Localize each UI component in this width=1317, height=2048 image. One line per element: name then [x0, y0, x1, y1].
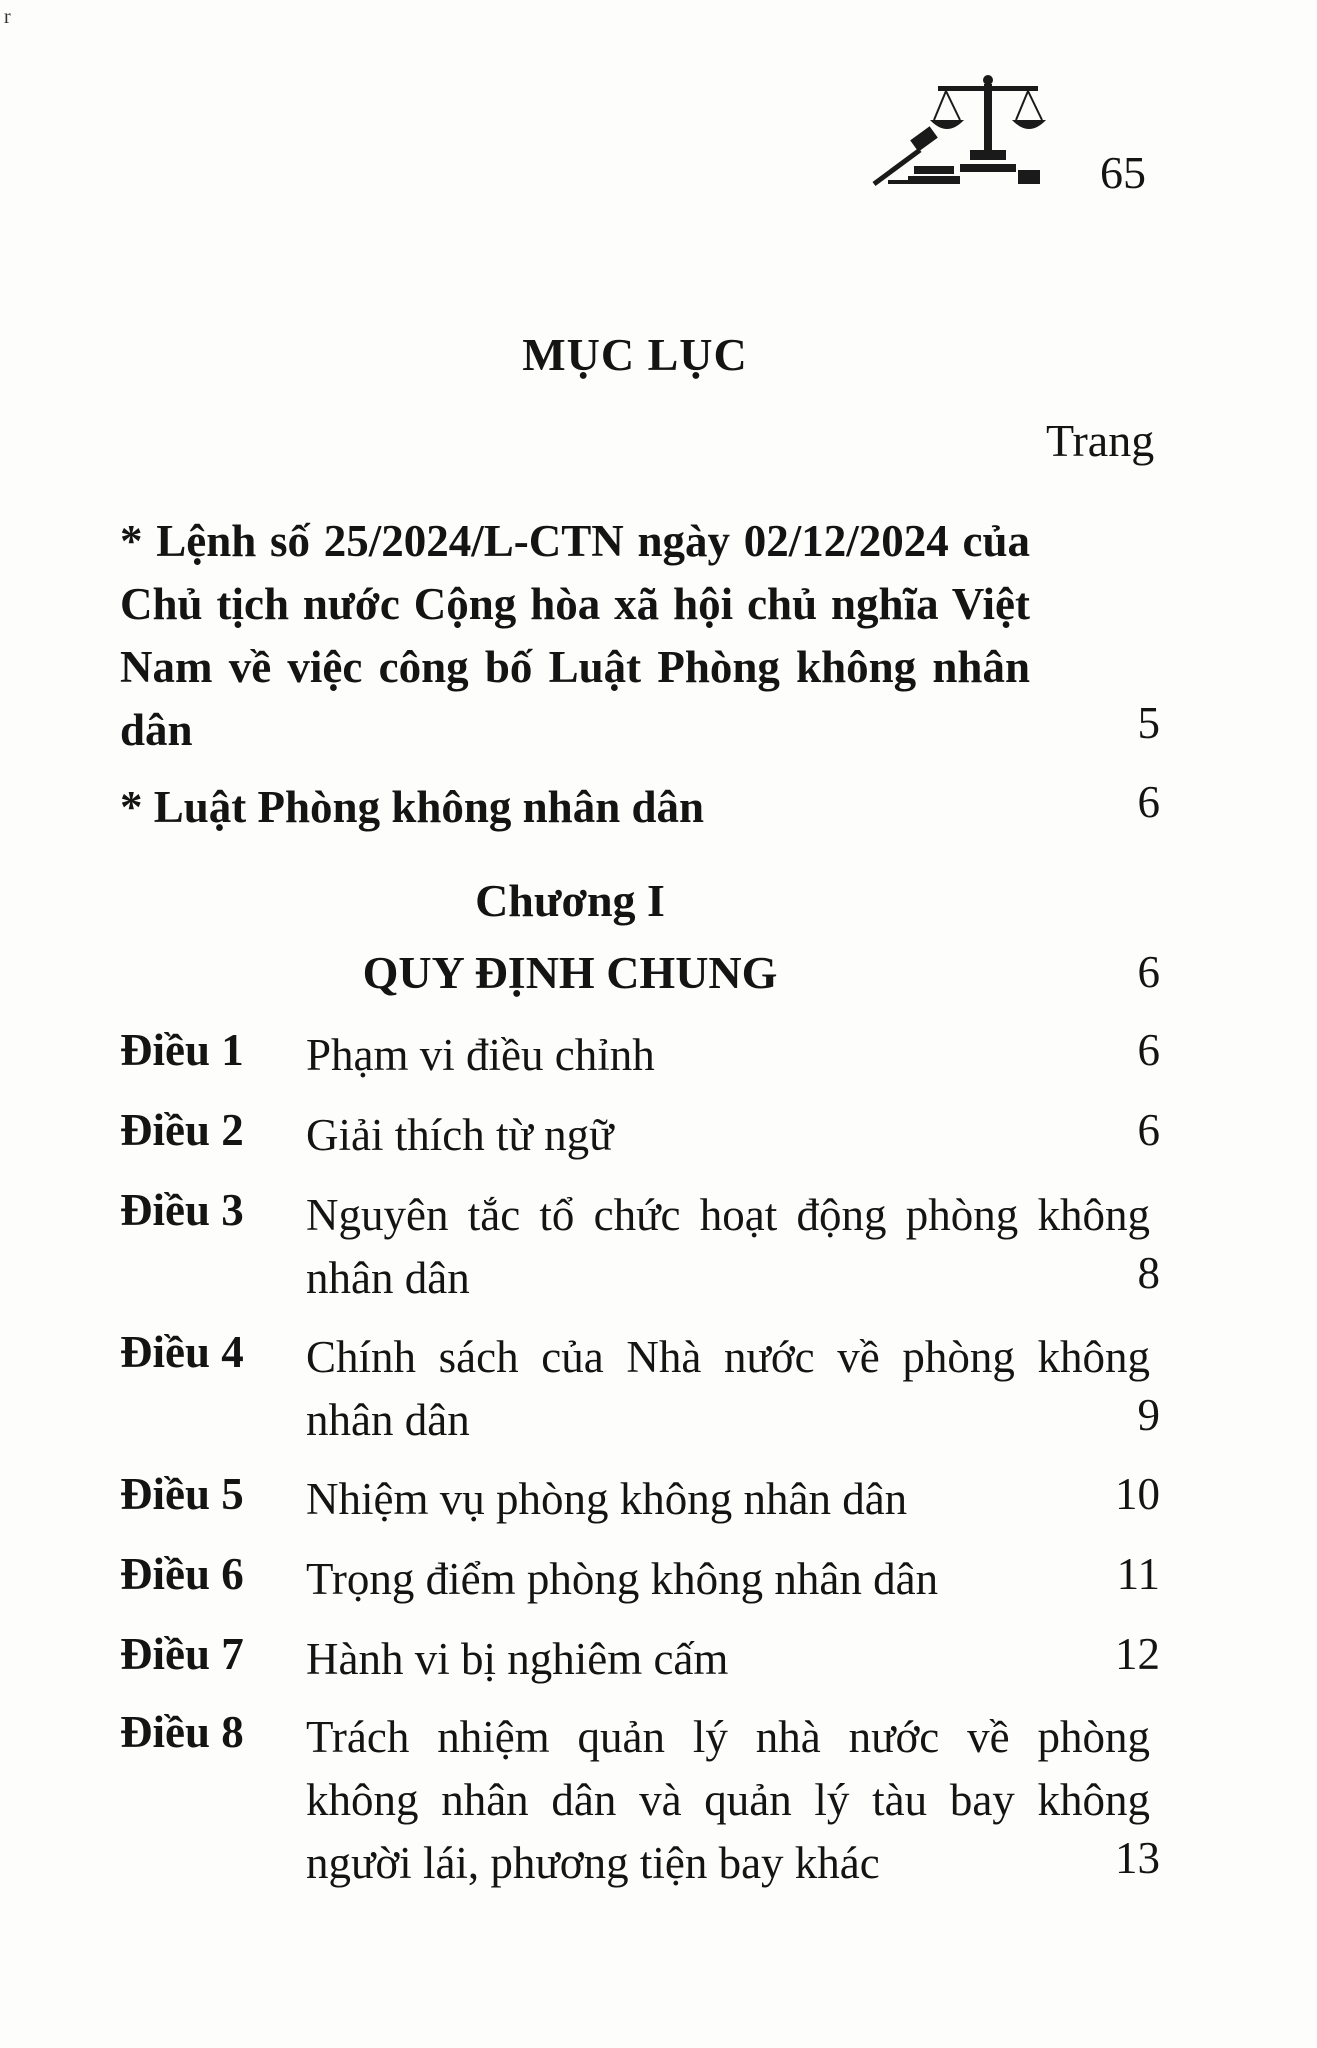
article-page: 11	[1116, 1549, 1160, 1599]
chapter-number: Chương I	[475, 875, 665, 926]
corner-mark: r	[4, 6, 11, 28]
article-label: Điều 6	[120, 1549, 244, 1599]
article-label: Điều 7	[120, 1629, 244, 1679]
article-page: 10	[1115, 1469, 1160, 1519]
scales-of-justice-gavel-icon	[868, 72, 1048, 190]
toc-entry-decree: * Lệnh số 25/2024/L-CTN ngày 02/12/2024 của Chủ tịch nước Cộng hòa xã hội chủ nghĩa Việt Nam về việc công bố Luật Phòng không nhân dân	[120, 516, 1030, 755]
page-number: 65	[1100, 147, 1146, 198]
page-column-header: Trang	[1046, 415, 1155, 466]
article-title: Giải thích từ ngữ	[306, 1110, 614, 1160]
article-title: Chính sách của Nhà nước về phòng không nhân dân	[306, 1332, 1150, 1445]
article-page: 8	[1137, 1248, 1160, 1298]
article-page: 12	[1115, 1629, 1160, 1679]
article-page: 9	[1137, 1390, 1160, 1440]
toc-entry-decree-page: 5	[1137, 698, 1160, 748]
article-page: 13	[1115, 1833, 1160, 1883]
article-label: Điều 1	[120, 1025, 244, 1075]
article-label: Điều 5	[120, 1469, 244, 1519]
article-label: Điều 8	[120, 1707, 244, 1757]
article-label: Điều 4	[120, 1327, 244, 1377]
toc-entry-law: * Luật Phòng không nhân dân	[120, 782, 705, 832]
chapter-page: 6	[1137, 947, 1160, 997]
page-title: MỤC LỤC	[522, 329, 748, 380]
article-label: Điều 3	[120, 1185, 244, 1235]
article-title: Trách nhiệm quản lý nhà nước về phòng không nhân dân và quản lý tàu bay không người lái, phương tiện bay khác	[306, 1712, 1150, 1888]
toc-entry-law-page: 6	[1137, 777, 1160, 827]
article-title: Phạm vi điều chỉnh	[306, 1030, 655, 1080]
article-page: 6	[1137, 1105, 1160, 1155]
article-title: Nhiệm vụ phòng không nhân dân	[306, 1474, 908, 1524]
article-page: 6	[1137, 1025, 1160, 1075]
article-title: Nguyên tắc tổ chức hoạt động phòng không nhân dân	[306, 1190, 1150, 1303]
article-title: Hành vi bị nghiêm cấm	[306, 1634, 729, 1684]
article-title: Trọng điểm phòng không nhân dân	[306, 1554, 939, 1604]
article-label: Điều 2	[120, 1105, 244, 1155]
chapter-title: QUY ĐỊNH CHUNG	[362, 947, 778, 998]
